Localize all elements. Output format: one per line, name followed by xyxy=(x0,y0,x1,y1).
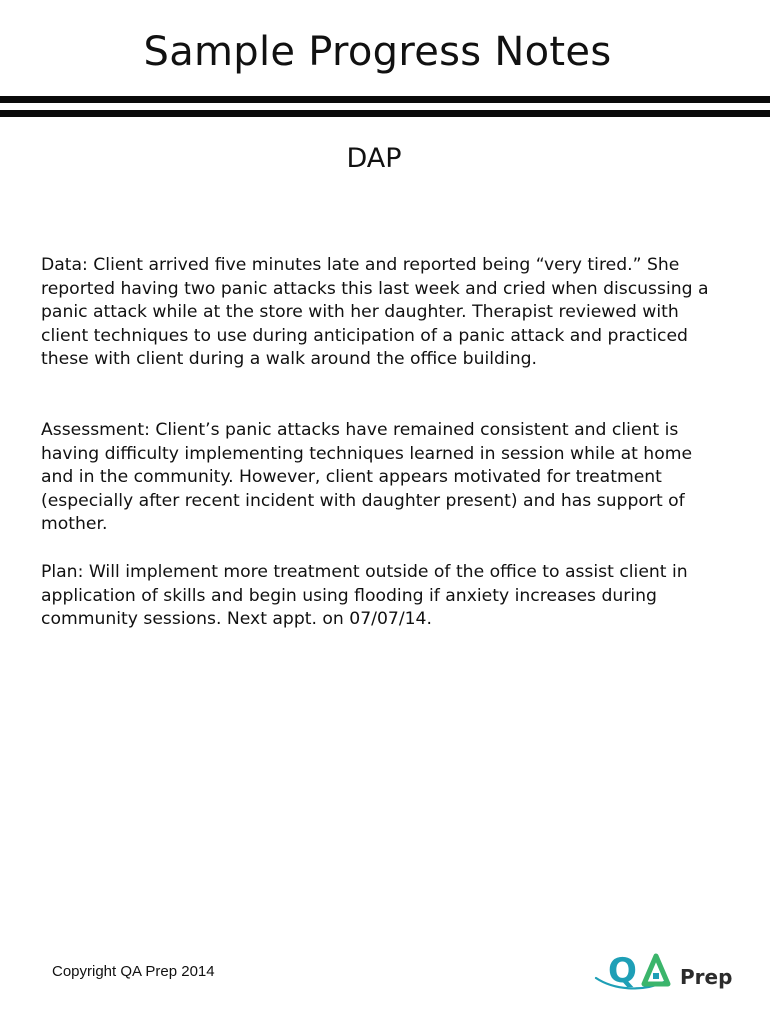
plan-paragraph: Plan: Will implement more treatment outside of the office to assist client in application of skills and begin using flooding if anxiety increases during community sessions. Next appt. on 07/07/14. xyxy=(41,562,688,630)
logo-letter-a-shape xyxy=(644,956,668,984)
section-heading: DAP xyxy=(346,143,402,174)
qa-prep-logo xyxy=(594,948,734,998)
assessment-paragraph: Assessment: Client’s panic attacks have remained consistent and client is having difficulty implementing techniques learned in session while at home and in the community. However, client appears motivated for treatment (especially after recent incident with daughter present) and has support of mother. xyxy=(41,420,693,535)
header-divider-bottom xyxy=(0,110,770,117)
header-divider-top xyxy=(0,96,770,103)
page-title: Sample Progress Notes xyxy=(143,29,612,75)
copyright-text: Copyright QA Prep 2014 xyxy=(52,963,215,980)
logo-prep-text: Prep xyxy=(680,965,733,989)
data-paragraph: Data: Client arrived five minutes late and reported being “very tired.” She reported having two panic attacks this last week and cried when discussing a panic attack while at the store with her daughter. Therapist reviewed with client techniques to use during anticipation of a panic attack and practiced these with client during a walk around the office building. xyxy=(41,255,709,370)
logo-letter-q: Q xyxy=(608,951,637,991)
logo-a-window xyxy=(653,973,659,979)
